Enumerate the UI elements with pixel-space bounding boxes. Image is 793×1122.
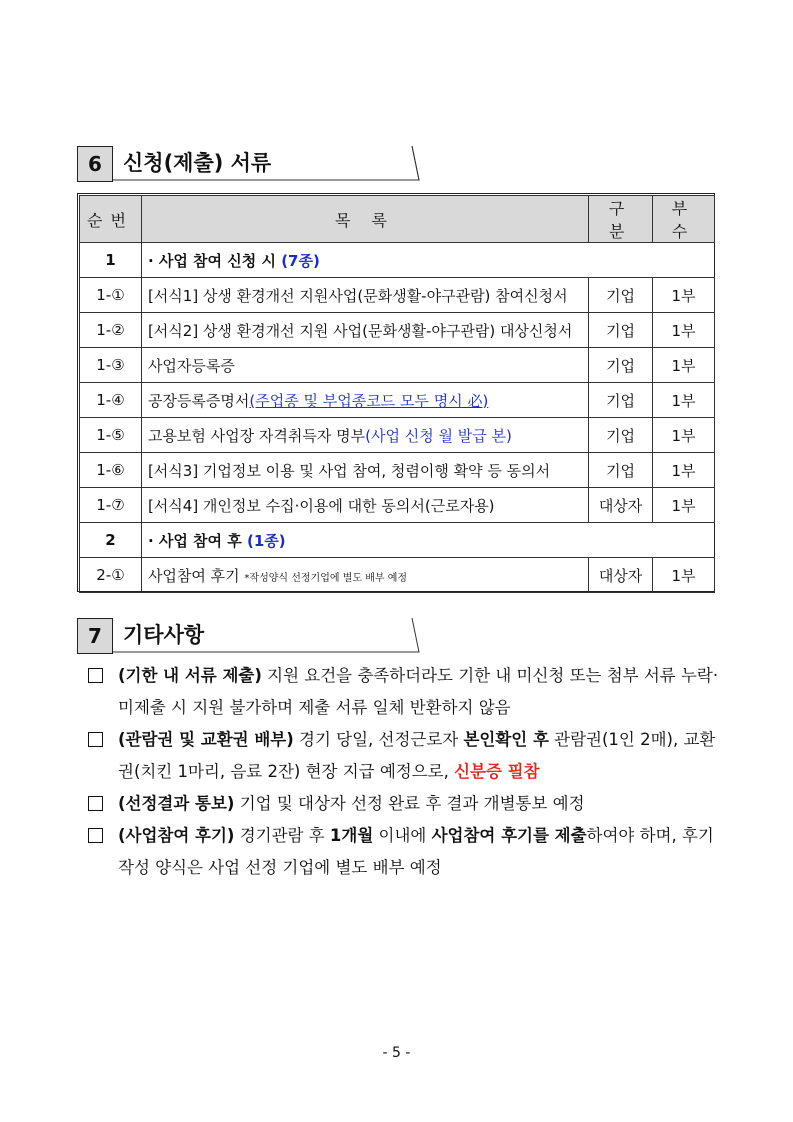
row-small-note: *작성양식 선정기업에 별도 배부 예정: [244, 572, 408, 584]
row-type: 기업: [589, 348, 653, 383]
section-number: 7: [77, 618, 113, 654]
row-type: 기업: [589, 453, 653, 488]
row-type: 대상자: [589, 558, 653, 593]
row-text-main: 사업참여 후기: [147, 566, 245, 585]
row-count: 1부: [653, 348, 715, 383]
row-count: 1부: [653, 418, 715, 453]
row-type: 기업: [589, 278, 653, 313]
table-row: [80, 488, 715, 523]
note-heading: (사업참여 후기): [118, 826, 235, 845]
group-row-2: [80, 523, 715, 558]
header-item: 목 록: [141, 196, 588, 243]
documents-table: [79, 195, 715, 615]
row-no: 1-③: [80, 348, 142, 383]
row-count: 1부: [653, 278, 715, 313]
section-title: 신청(제출) 서류: [123, 151, 272, 175]
row-count: 1부: [653, 558, 715, 593]
table-header-row: [80, 196, 715, 243]
checkbox-icon: [88, 828, 103, 843]
row-note: (주업종 및 부업종코드 모두 명시 必): [249, 391, 489, 410]
note-text: 관람권(1인 2매), 교환권(치킨 1마리, 음료 2잔) 현장 지급 예정으로,: [118, 730, 716, 781]
row-no: 1-⑤: [80, 418, 142, 453]
note-warning: 신분증 필참: [454, 762, 540, 781]
note-text: 기업 및 대상자 선정 완료 후 결과 개별통보 예정: [234, 794, 585, 813]
row-count: 1부: [653, 313, 715, 348]
note-emphasis: 본인확인 후: [463, 730, 549, 749]
spacer-cell: [80, 593, 715, 616]
note-heading: (기한 내 서류 제출): [118, 666, 262, 685]
group-label-text: · 사업 참여 후: [147, 531, 247, 550]
note-emphasis: 사업참여 후기를 제출: [431, 826, 587, 845]
row-type: 기업: [589, 418, 653, 453]
note-emphasis: 1개월: [329, 826, 374, 845]
row-no: 1-④: [80, 383, 142, 418]
row-no: 1-①: [80, 278, 142, 313]
row-text: [서식1] 상생 환경개선 지원사업(문화생활-야구관람) 참여신청서: [141, 278, 588, 313]
group-count: (1종): [246, 531, 286, 550]
row-no: 1-⑥: [80, 453, 142, 488]
row-type: 기업: [589, 313, 653, 348]
table-row: [80, 313, 715, 348]
group-no: 2: [80, 523, 142, 558]
note-item: [88, 788, 728, 820]
header-no: 순번: [80, 196, 142, 243]
row-no: 1-②: [80, 313, 142, 348]
header-count: 부 수: [653, 196, 715, 243]
note-item: [88, 820, 728, 884]
note-item: [88, 660, 728, 724]
row-type: 기업: [589, 383, 653, 418]
note-text: 경기 당일, 선정근로자: [293, 730, 464, 749]
row-count: 1부: [653, 488, 715, 523]
row-type: 대상자: [589, 488, 653, 523]
row-no: 2-①: [80, 558, 142, 593]
row-count: 1부: [653, 383, 715, 418]
note-item: [88, 724, 728, 788]
header-type: 구 분: [589, 196, 653, 243]
group-no: 1: [80, 243, 142, 278]
checkbox-icon: [88, 732, 103, 747]
table-row: [80, 558, 715, 593]
row-note: (사업 신청 월 발급 본): [365, 426, 512, 445]
table-row: [80, 348, 715, 383]
row-text: [141, 418, 588, 453]
group-label-text: · 사업 참여 신청 시: [147, 251, 282, 270]
table-spacer-row: [80, 593, 715, 616]
group-row-1: [80, 243, 715, 278]
checkbox-icon: [88, 668, 103, 683]
note-text: 이내에: [373, 826, 432, 845]
row-text: [141, 383, 588, 418]
row-text: [141, 558, 588, 593]
row-text-main: 고용보험 사업장 자격취득자 명부: [147, 426, 366, 445]
row-text-main: 공장등록증명서: [147, 391, 250, 410]
note-heading: (관람권 및 교환권 배부): [118, 730, 294, 749]
table-row: [80, 278, 715, 313]
section-title: 기타사항: [123, 623, 205, 647]
notes-list: [88, 660, 728, 884]
row-text: [서식4] 개인정보 수집·이용에 대한 동의서(근로자용): [141, 488, 588, 523]
checkbox-icon: [88, 796, 103, 811]
row-no: 1-⑦: [80, 488, 142, 523]
note-heading: (선정결과 통보): [118, 794, 235, 813]
page-number: - 5 -: [382, 1045, 411, 1061]
row-text: [서식3] 기업정보 이용 및 사업 참여, 청렴이행 확약 등 동의서: [141, 453, 588, 488]
note-text: 경기관람 후: [234, 826, 330, 845]
section-number: 6: [77, 146, 113, 182]
note-text: 지원 요건을 충족하더라도 기한 내 미신청 또는 첨부 서류 누락·미제출 시 지원 불가하며 제출 서류 일체 반환하지 않음: [118, 666, 719, 717]
group-count: (7종): [281, 251, 320, 270]
note-text: 하여야 하며, 후기 작성 양식은 사업 선정 기업에 별도 배부 예정: [118, 826, 714, 877]
row-text: 사업자등록증: [141, 348, 588, 383]
table-row: [80, 453, 715, 488]
group-label: [141, 523, 714, 558]
row-text: [서식2] 상생 환경개선 지원 사업(문화생활-야구관람) 대상신청서: [141, 313, 588, 348]
table-row: [80, 383, 715, 418]
table-row: [80, 418, 715, 453]
group-label: [141, 243, 714, 278]
row-count: 1부: [653, 453, 715, 488]
